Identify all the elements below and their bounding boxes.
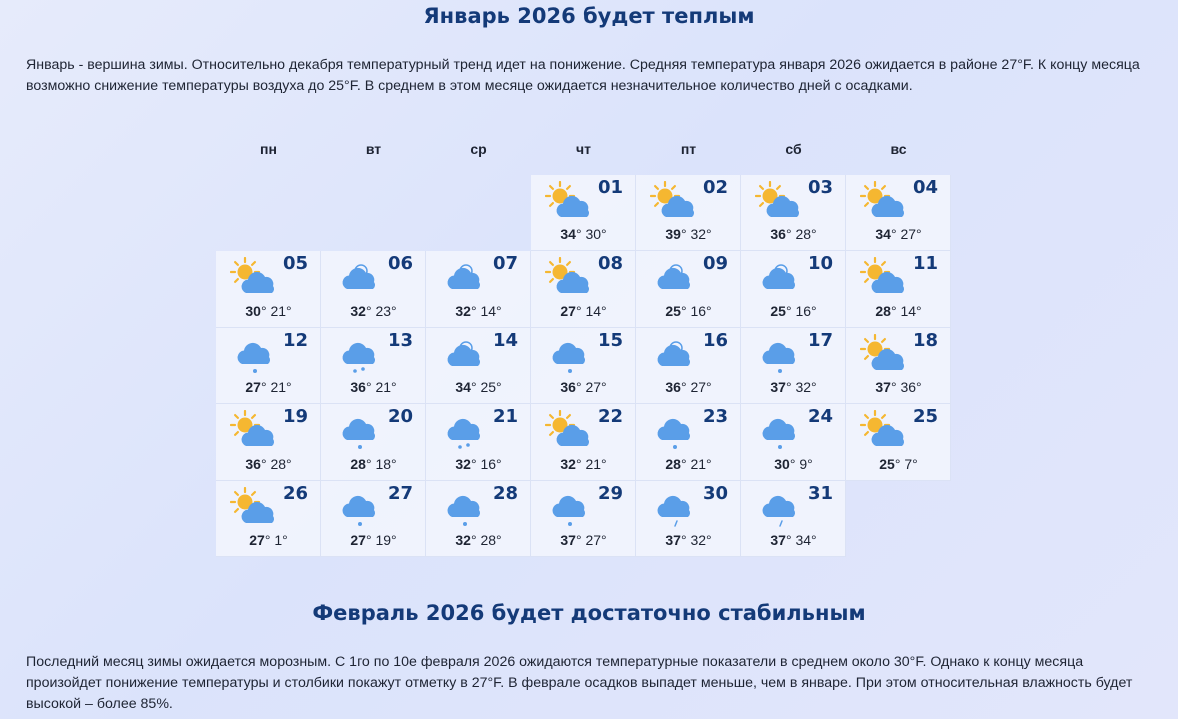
cloudy-icon [335, 257, 383, 297]
temp-low: 34 [795, 531, 812, 548]
temp-high: 32 [560, 455, 576, 472]
day-cell[interactable] [846, 328, 951, 404]
temp-high: 37 [560, 531, 576, 548]
day-cell[interactable] [216, 328, 321, 404]
temp-low: 14 [900, 302, 917, 319]
day-cell[interactable] [216, 251, 321, 327]
temp-high: 34 [455, 379, 471, 396]
temp-high: 30 [245, 302, 261, 319]
day-number: 18 [912, 329, 938, 351]
temp-high: 32 [455, 455, 471, 472]
day-cell[interactable] [531, 251, 636, 327]
temperature-range: 32° 14° [455, 302, 502, 319]
temp-high: 36 [665, 379, 681, 396]
temp-low: 32 [795, 379, 812, 396]
temperature-range: 30° 9° [774, 455, 813, 472]
cloud-drop-icon [755, 334, 803, 374]
temperature-range: 28° 18° [350, 455, 397, 472]
cloud-drop-icon [755, 410, 803, 450]
temp-high: 36 [560, 379, 576, 396]
temp-high: 32 [455, 531, 471, 548]
day-number: 19 [282, 406, 308, 428]
temp-low: 14 [480, 302, 497, 319]
day-number: 16 [702, 329, 728, 351]
temp-low: 28 [480, 531, 497, 548]
temp-low: 32 [690, 531, 707, 548]
day-number: 07 [492, 253, 518, 275]
temp-high: 32 [350, 302, 366, 319]
day-number: 31 [807, 482, 833, 504]
temp-high: 28 [665, 455, 681, 472]
day-number: 25 [912, 406, 938, 428]
temperature-range: 36° 28° [770, 226, 817, 243]
temp-low: 16 [480, 455, 497, 472]
sun-cloud-icon [230, 487, 278, 527]
cloud-rain-icon [650, 487, 698, 527]
day-cell[interactable] [531, 175, 636, 251]
temperature-range: 39° 32° [665, 226, 712, 243]
temperature-range: 36° 27° [665, 379, 712, 396]
day-number: 26 [282, 482, 308, 504]
sun-cloud-icon [755, 181, 803, 221]
weekday-label: ср [470, 141, 487, 157]
temp-low: 1 [274, 531, 283, 548]
temperature-range: 25° 16° [770, 302, 817, 319]
weekday-label: пт [680, 141, 697, 157]
day-number: 22 [597, 406, 623, 428]
day-number: 02 [702, 177, 728, 198]
day-number: 12 [282, 329, 308, 351]
temperature-range: 34° 25° [455, 379, 502, 396]
sun-cloud-icon [230, 257, 278, 297]
day-cell[interactable] [741, 404, 846, 480]
weekday-label: вт [365, 141, 382, 157]
day-cell[interactable] [636, 175, 741, 251]
temperature-range: 27° 14° [560, 302, 607, 319]
temperature-range: 36° 21° [350, 379, 397, 396]
temp-high: 25 [879, 455, 895, 472]
weekday-label: вс [890, 141, 907, 157]
day-number: 03 [807, 177, 833, 198]
day-number: 04 [912, 177, 938, 198]
temp-high: 30 [774, 455, 790, 472]
temperature-range: 25° 16° [665, 302, 712, 319]
temp-low: 18 [375, 455, 392, 472]
temp-high: 27 [560, 302, 576, 319]
cloud-drop-icon [230, 334, 278, 374]
cloudy-icon [650, 257, 698, 297]
temp-high: 32 [455, 302, 471, 319]
cloud-drop-icon [545, 487, 593, 527]
temp-low: 27 [585, 531, 602, 548]
temp-low: 7 [904, 455, 913, 472]
day-number: 06 [387, 253, 413, 275]
day-number: 10 [807, 253, 833, 275]
empty-cell [216, 175, 321, 251]
sun-cloud-icon [860, 181, 908, 221]
january-heading: Январь 2026 будет теплым [423, 4, 755, 28]
temp-low: 36 [900, 379, 917, 396]
temp-high: 25 [770, 302, 786, 319]
cloud-drop-icon [335, 487, 383, 527]
temperature-range: 28° 14° [875, 302, 922, 319]
day-number: 14 [492, 329, 518, 351]
day-cell[interactable] [426, 404, 531, 480]
day-number: 20 [387, 406, 413, 428]
empty-cell [321, 175, 426, 251]
day-cell[interactable] [426, 328, 531, 404]
cloud-drop-icon [335, 410, 383, 450]
temperature-range: 37° 36° [875, 379, 922, 396]
temp-low: 16 [795, 302, 812, 319]
temp-low: 21 [270, 379, 287, 396]
cloudy-icon [650, 334, 698, 374]
temperature-range: 34° 27° [875, 226, 922, 243]
day-number: 28 [492, 482, 518, 504]
day-cell[interactable] [846, 251, 951, 327]
temp-high: 34 [875, 226, 891, 243]
day-cell[interactable] [636, 251, 741, 327]
sun-cloud-icon [860, 257, 908, 297]
temp-high: 37 [770, 379, 786, 396]
day-cell[interactable] [321, 404, 426, 480]
cloud-drop-icon [545, 334, 593, 374]
empty-cell [426, 175, 531, 251]
day-number: 08 [597, 253, 623, 275]
cloud-snow-icon [440, 410, 488, 450]
day-cell[interactable] [636, 328, 741, 404]
day-cell[interactable] [846, 404, 951, 480]
cloud-rain-icon [755, 487, 803, 527]
day-cell[interactable] [426, 251, 531, 327]
temperature-range: 27° 21° [245, 379, 292, 396]
temp-high: 39 [665, 226, 681, 243]
temp-low: 9 [799, 455, 808, 472]
weekday-header [216, 141, 951, 161]
cloud-snow-icon [335, 334, 383, 374]
day-number: 15 [597, 329, 623, 351]
temperature-range: 32° 23° [350, 302, 397, 319]
temperature-range: 37° 32° [770, 379, 817, 396]
temp-high: 27 [350, 531, 366, 548]
temp-high: 36 [245, 455, 261, 472]
day-cell[interactable] [321, 481, 426, 557]
weekday-label: сб [785, 141, 802, 157]
temp-low: 21 [585, 455, 602, 472]
day-number: 05 [282, 253, 308, 275]
february-description: Последний месяц зимы ожидается морозным. С 1го по 10е февраля 2026 ожидаются температурные показатели в среднем около 30°F. Однако к концу месяца произойдет понижение температуры и столбики покажут отметку в 27°F. В феврале осадков выпадет меньше, чем в январе. При этом относительная влажность будет высокой – более 85%. [26, 654, 1133, 712]
temp-low: 27 [585, 379, 602, 396]
temp-high: 37 [770, 531, 786, 548]
temp-high: 28 [875, 302, 891, 319]
temp-low: 23 [375, 302, 392, 319]
day-cell[interactable] [531, 328, 636, 404]
day-cell[interactable] [741, 251, 846, 327]
cloudy-icon [440, 257, 488, 297]
day-number: 01 [597, 177, 623, 198]
sun-cloud-icon [545, 181, 593, 221]
temperature-range: 32° 21° [560, 455, 607, 472]
temp-low: 21 [375, 379, 392, 396]
day-number: 17 [807, 329, 833, 351]
temp-high: 34 [560, 226, 576, 243]
february-heading: Февраль 2026 будет достаточно стабильным [312, 601, 866, 625]
temp-low: 27 [900, 226, 917, 243]
january-calendar [216, 175, 951, 557]
cloudy-icon [755, 257, 803, 297]
day-cell[interactable] [846, 175, 951, 251]
day-number: 24 [807, 406, 833, 428]
day-cell[interactable] [531, 481, 636, 557]
sun-cloud-icon [545, 410, 593, 450]
temp-low: 19 [375, 531, 392, 548]
temp-low: 16 [690, 302, 707, 319]
day-cell[interactable] [216, 481, 321, 557]
sun-cloud-icon [650, 181, 698, 221]
sun-cloud-icon [860, 410, 908, 450]
weekday-label: пн [260, 141, 277, 157]
cloudy-icon [440, 334, 488, 374]
january-description: Январь - вершина зимы. Относительно декабря температурный тренд идет на понижение. Средняя температура января 2026 ожидается в районе 27°F. К концу месяца возможно снижение температуры воздуха до 25°F. В среднем в этом месяце ожидается незначительное количество дней с осадками. [26, 57, 1140, 94]
cloud-drop-icon [650, 410, 698, 450]
day-cell[interactable] [741, 481, 846, 557]
day-cell[interactable] [321, 328, 426, 404]
temperature-range: 28° 21° [665, 455, 712, 472]
temp-high: 36 [350, 379, 366, 396]
sun-cloud-icon [545, 257, 593, 297]
temp-low: 32 [690, 226, 707, 243]
sun-cloud-icon [230, 410, 278, 450]
temperature-range: 27° 19° [350, 531, 397, 548]
day-number: 30 [702, 482, 728, 504]
temp-low: 14 [585, 302, 602, 319]
temperature-range: 37° 34° [770, 531, 817, 548]
temperature-range: 32° 16° [455, 455, 502, 472]
temperature-range: 30° 21° [245, 302, 292, 319]
temperature-range: 37° 32° [665, 531, 712, 548]
day-cell[interactable] [426, 481, 531, 557]
day-cell[interactable] [531, 404, 636, 480]
temp-high: 37 [875, 379, 891, 396]
day-cell[interactable] [741, 175, 846, 251]
temp-low: 25 [480, 379, 497, 396]
day-number: 29 [597, 482, 623, 504]
temperature-range: 37° 27° [560, 531, 607, 548]
day-cell[interactable] [321, 251, 426, 327]
temp-high: 36 [770, 226, 786, 243]
day-number: 21 [492, 406, 518, 428]
temperature-range: 32° 28° [455, 531, 502, 548]
day-number: 27 [387, 482, 413, 504]
temp-high: 25 [665, 302, 681, 319]
temp-high: 27 [249, 531, 265, 548]
cloud-drop-icon [440, 487, 488, 527]
temp-low: 28 [270, 455, 287, 472]
temp-high: 28 [350, 455, 366, 472]
day-cell[interactable] [741, 328, 846, 404]
temperature-range: 36° 27° [560, 379, 607, 396]
day-number: 11 [912, 253, 938, 275]
temperature-range: 36° 28° [245, 455, 292, 472]
temperature-range: 25° 7° [879, 455, 918, 472]
day-number: 13 [387, 329, 413, 351]
day-number: 09 [702, 253, 728, 275]
temp-low: 27 [690, 379, 707, 396]
day-number: 23 [702, 406, 728, 428]
temperature-range: 27° 1° [249, 531, 288, 548]
day-cell[interactable] [636, 404, 741, 480]
day-cell[interactable] [636, 481, 741, 557]
temp-high: 37 [665, 531, 681, 548]
temp-low: 21 [270, 302, 287, 319]
temp-high: 27 [245, 379, 261, 396]
temp-low: 21 [690, 455, 707, 472]
weekday-label: чт [576, 141, 591, 157]
day-cell[interactable] [216, 404, 321, 480]
temp-low: 28 [795, 226, 812, 243]
temperature-range: 34° 30° [560, 226, 607, 243]
temp-low: 30 [585, 226, 602, 243]
sun-cloud-icon [860, 334, 908, 374]
